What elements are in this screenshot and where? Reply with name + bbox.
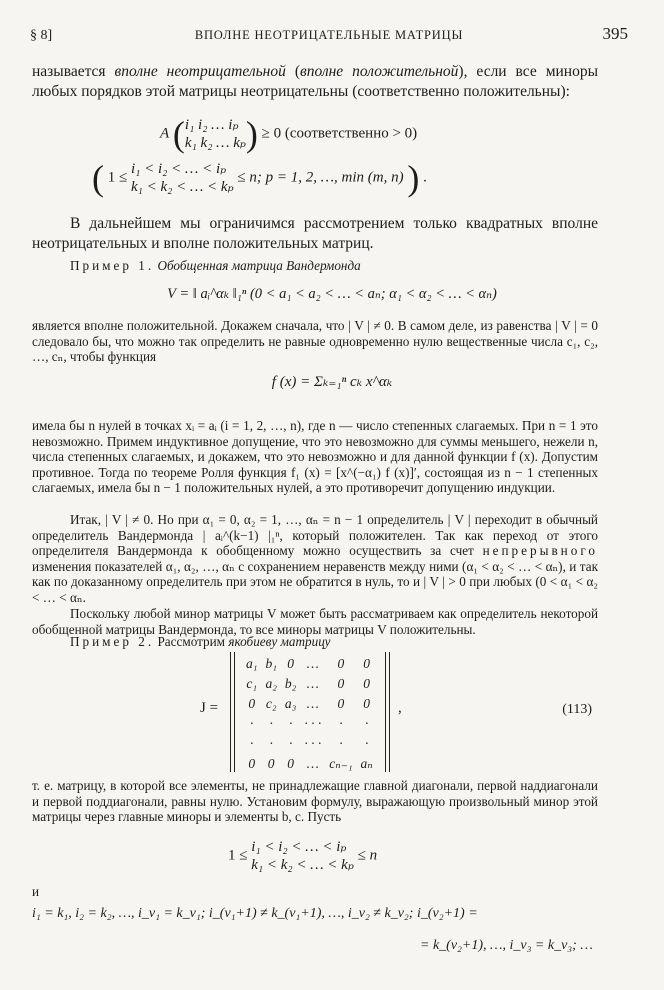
matrix-cell: cₙ₋₁ xyxy=(329,756,353,771)
matrix-cell: 0 xyxy=(248,696,256,711)
matrix-cell: 0 xyxy=(363,676,371,691)
matrix-cell: · xyxy=(288,716,293,731)
matrix-row xyxy=(242,734,377,754)
matrix-cell: b₁ xyxy=(265,656,277,671)
matrix-cell: a₂ xyxy=(265,676,277,691)
matrix-cell: · · · xyxy=(304,716,322,731)
matrix-cell: · xyxy=(364,716,369,731)
matrix-cell: · xyxy=(364,736,369,751)
formula-index-equalities-line2: = k_(ν₂+1), …, i_ν₃ = k_ν₃; … xyxy=(420,938,593,953)
paragraph-induction: имела бы n нулей в точках xᵢ = aᵢ (i = 1, 2, …, n), где n — число степенных слагаемых. При n = 1 это невозможно. Примем индуктивное допущение, что это невозможно для суммы меньшего, нежели n, числа степенных слагаемых, и докажем, что это невозможно и для данной функции f (x). Допустим противное. Тогда по теореме Ролля функция f₁ (x) = [x^(−α₁) f (x)]′, состоящая из n − 1 степенных слагаемых, имела бы n − 1 положительных нулей, а это противоречит допущению индукции. xyxy=(32,418,598,495)
matrix-cell: c₂ xyxy=(265,696,277,711)
formula-index-equalities-line1: i₁ = k₁, i₂ = k₂, …, i_ν₁ = k_ν₁; i_(ν₁+1) ≠ k_(ν₁+1), …, i_ν₂ ≠ k_ν₂; i_(ν₂+1) = xyxy=(32,906,478,921)
paragraph-tridiagonal: т. е. матрицу, в которой все элементы, не принадлежащие главной диагонали, первой наддиагонали и первой поддиагонали, равны нулю. Установим формулу, выражающую произвольный минор этой матрицы через главные миноры и элементы b, c. Пусть xyxy=(32,778,598,824)
matrix-row xyxy=(242,754,377,774)
paragraph-restriction: В дальнейшем мы ограничимся рассмотрением только квадратных вполне неотрицательных и вполне положительных матриц. xyxy=(32,215,598,252)
page-number: 395 xyxy=(602,24,628,43)
matrix-entries xyxy=(242,654,377,774)
matrix-cell: … xyxy=(306,756,319,771)
matrix-row xyxy=(242,674,377,694)
matrix-cell: a₃ xyxy=(284,696,297,711)
paragraph-proof-start: является вполне положительной. Докажем сначала, что | V | ≠ 0. В самом деле, из равенства | V | = 0 следовало бы, что можно так определить не равные одновременно нулю вещественные числа c₁, c₂, …, cₙ, чтобы функция xyxy=(32,318,598,364)
matrix-cell: · xyxy=(269,736,273,751)
matrix-cell: … xyxy=(306,696,319,711)
formula-indices: 1 ≤ i₁ < i₂ < … < iₚ k₁ < k₂ < … < kₚ ≤ n xyxy=(228,839,378,873)
example-1-heading: Пример 1. Обобщенная матрица Вандермонда xyxy=(70,258,361,273)
matrix-row xyxy=(242,714,377,734)
matrix-cell: · xyxy=(339,716,343,731)
running-title: ВПОЛНЕ НЕОТРИЦАТЕЛЬНЫЕ МАТРИЦЫ xyxy=(194,28,464,42)
matrix-cell: · xyxy=(250,716,254,731)
matrix-cell: · xyxy=(339,736,343,751)
paragraph-minors-positive: Поскольку любой минор матрицы V может быть рассматриваем как определитель некоторой обобщенной матрицы Вандермонда, то все миноры матрицы V положительны. xyxy=(32,606,598,637)
matrix-row xyxy=(242,654,377,674)
paragraph-continuity: Итак, | V | ≠ 0. Но при α₁ = 0, α₂ = 1, …, αₙ = n − 1 определитель | V | переходит в обычный определитель Вандермонда | aᵢ^(k−1) |₁ⁿ, который положителен. Так как переход от этого определителя Вандермонда к обобщенному можно осуществить за счет непрерывного изменения показателей α₁, α₂, …, αₙ с сохранением неравенств между ними (α₁ < α₂ < … < αₙ), и так как по доказанному определитель при этом не обратится в нуль, то и | V | > 0 при любых (0 < α₁ < α₂ < … < αₙ. xyxy=(32,512,598,605)
matrix-cell: aₙ xyxy=(360,756,373,771)
matrix-lhs: J = xyxy=(200,700,219,716)
matrix-cell: · xyxy=(269,716,273,731)
matrix-comma: , xyxy=(398,700,402,716)
matrix-cell: · xyxy=(288,736,293,751)
equation-number: (113) xyxy=(562,702,592,717)
formula-function-sum: f (x) = Σₖ₌₁ⁿ cₖ x^αₖ xyxy=(271,374,393,390)
formula-index-range: ( 1 ≤ i₁ < i₂ < … < iₚ k₁ < k₂ < … < kₚ ≤ n; p = 1, 2, …, min (m, n) ) . xyxy=(92,158,427,198)
formula-vandermonde: V = ‖ aᵢ^αₖ ‖₁ⁿ (0 < a₁ < a₂ < … < aₙ; α₁ < α₂ < … < αₙ) xyxy=(167,286,497,302)
matrix-cell: · · · xyxy=(304,736,322,751)
paragraph-definition: называется вполне неотрицательной (вполне положительной), если все миноры любых порядков этой матрицы неотрицательны (соответственно положительны): xyxy=(32,63,599,100)
matrix-cell: 0 xyxy=(337,656,345,671)
conjunction-and: и xyxy=(32,884,40,899)
matrix-cell: 0 xyxy=(267,756,275,771)
matrix-cell: 0 xyxy=(248,756,256,771)
matrix-row xyxy=(242,694,377,714)
formula-minor-condition: A (i₁ i₂ … iₚ k₁ k₂ … kₚ) ≥ 0 (соответственно > 0) xyxy=(160,114,418,154)
matrix-cell: … xyxy=(306,676,319,691)
matrix-cell: 0 xyxy=(363,696,371,711)
matrix-cell: 0 xyxy=(363,656,371,671)
matrix-cell: … xyxy=(306,656,319,671)
matrix-cell: b₂ xyxy=(284,676,297,691)
matrix-cell: c₁ xyxy=(246,676,258,691)
matrix-cell: · xyxy=(250,736,254,751)
matrix-cell: 0 xyxy=(287,756,294,771)
section-marker: § 8] xyxy=(30,28,53,43)
matrix-cell: a₁ xyxy=(246,656,258,671)
matrix-cell: 0 xyxy=(287,656,294,671)
matrix-cell: 0 xyxy=(337,676,345,691)
matrix-cell: 0 xyxy=(337,696,345,711)
example-2-heading: Пример 2. Рассмотрим якобиеву матрицу xyxy=(70,634,331,649)
jacobi-matrix xyxy=(230,652,390,772)
running-header xyxy=(30,22,628,48)
